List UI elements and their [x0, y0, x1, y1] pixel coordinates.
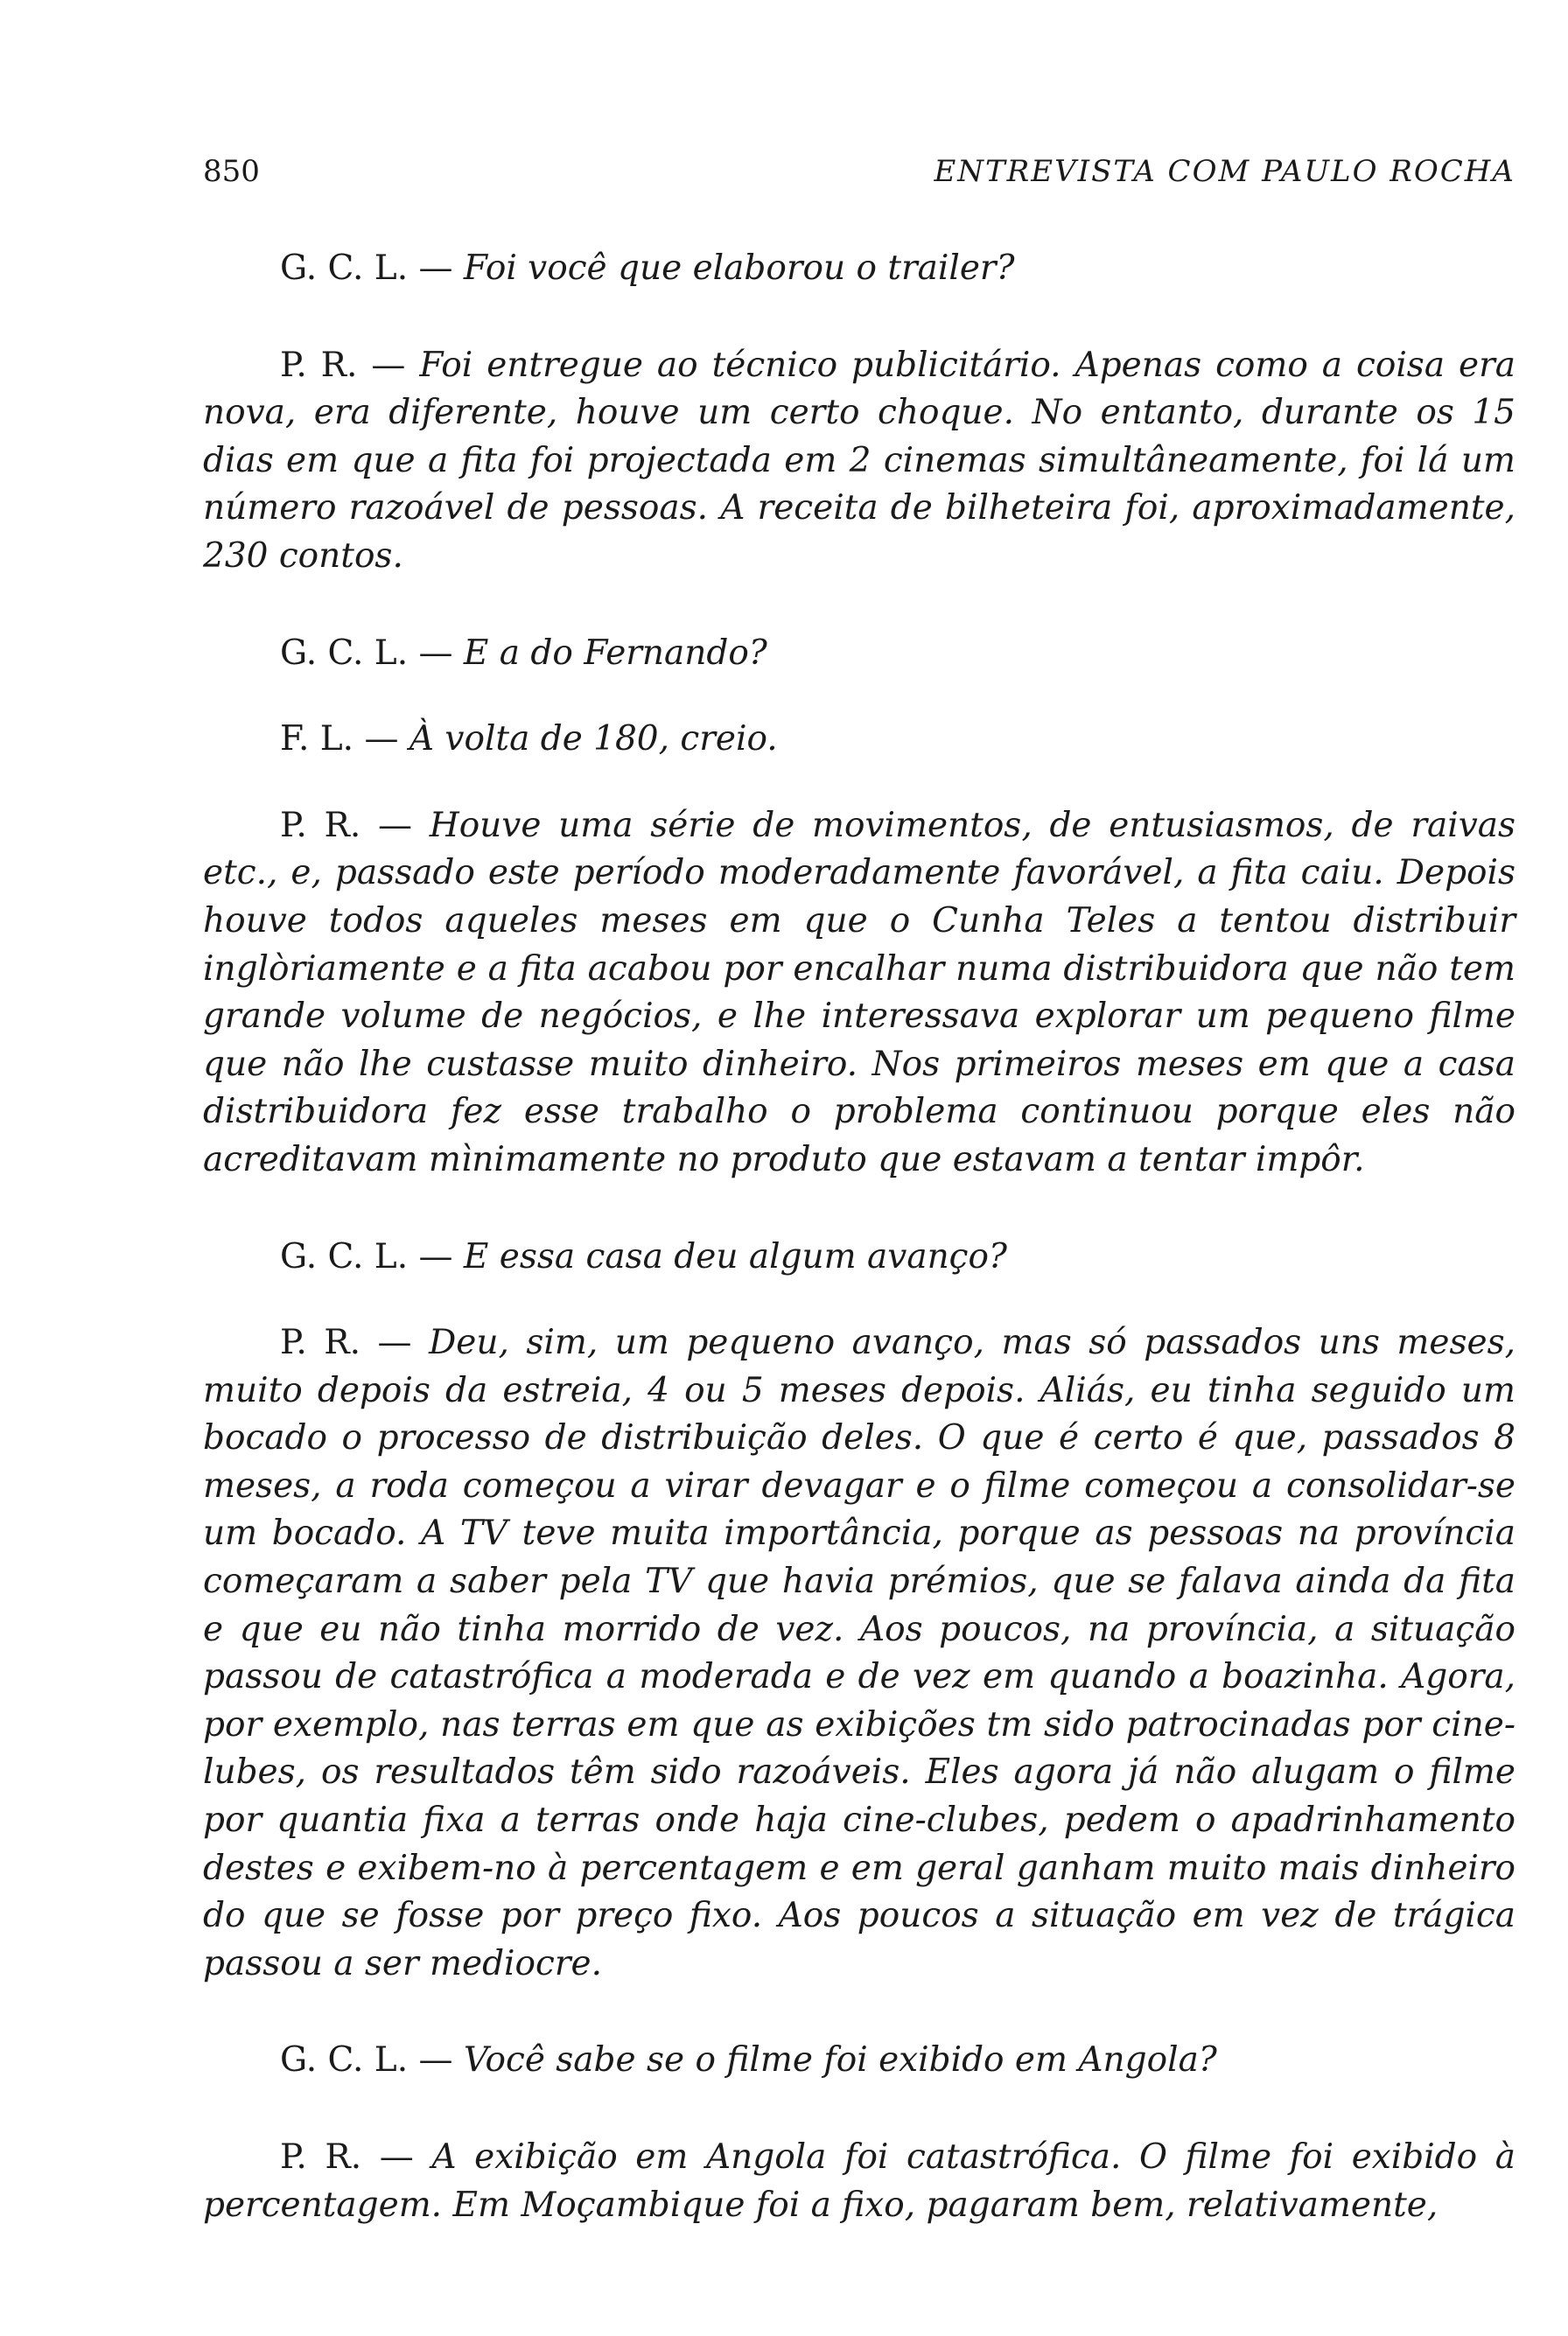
dash: —	[360, 805, 430, 845]
dash: —	[408, 1236, 464, 1276]
book-page	[203, 154, 1516, 2229]
speech-text: Você sabe se o filme foi exibido em Angola?	[463, 2040, 1217, 2081]
speech-text: Foi entregue ao técnico publicitário. Apenas como a coisa era nova, era diferente, houve um certo choque. No entanto, durante os 15 dias em que a fita foi projectada em 2 cinemas simultâneamente, foi lá um número razoável de pessoas. A receita de bilheteira foi, aproximadamente, 230 contos.	[203, 345, 1516, 576]
dialogue-entry	[203, 716, 1516, 764]
dialogue-entry	[203, 1234, 1516, 1282]
speaker-label: G. C. L.	[280, 633, 409, 673]
running-title: ENTREVISTA COM PAULO ROCHA	[934, 154, 1516, 189]
speaker-label: P. R.	[280, 345, 358, 385]
dash: —	[408, 2040, 464, 2081]
dialogue-entry	[203, 1319, 1516, 1988]
speaker-label: P. R.	[280, 805, 361, 845]
dash: —	[357, 345, 420, 385]
speech-text: Houve uma série de movimentos, de entusiasmos, de raivas etc., e, passado este período moderadamente favorável, a fita caiu. Depois houve todos aqueles meses em que o Cunha Teles a tentou distribuir inglòriamente e a fita acabou por encalhar numa distribuidora que não tem grande volume de negócios, e lhe interessava explorar um pequeno filme que não lhe custasse muito dinheiro. Nos primeiros meses em que a casa distribuidora fez esse trabalho o problema continuou porque eles não acreditavam mìnimamente no produto que estavam a tentar impôr.	[203, 805, 1516, 1179]
speaker-label: G. C. L.	[280, 2040, 409, 2081]
dash: —	[360, 1323, 429, 1363]
speech-text: Foi você que elaborou o trailer?	[463, 248, 1015, 288]
dialogue-entry	[203, 630, 1516, 678]
speech-text: E a do Fernando?	[463, 633, 767, 673]
dash: —	[408, 633, 464, 673]
dialogue-entry	[203, 2134, 1516, 2229]
speaker-label: F. L.	[280, 719, 354, 759]
page-number: 850	[203, 154, 260, 189]
speech-text: E essa casa deu algum avanço?	[463, 1236, 1007, 1276]
dialogue-entry	[203, 245, 1516, 293]
speech-text: À volta de 180, creio.	[409, 719, 778, 759]
dash: —	[361, 2137, 432, 2177]
speech-text: Deu, sim, um pequeno avanço, mas só passados uns meses, muito depois da estreia, 4 ou 5 meses depois. Aliás, eu tinha seguido um bocado o processo de distribuição deles. O que é certo é que, passados 8 meses, a roda começou a virar devagar e o filme começou a consolidar-se um bocado. A TV teve muita importância, porque as pessoas na província começaram a saber pela TV que havia prémios, que se falava ainda da fita e que eu não tinha morrido de vez. Aos poucos, na província, a situação passou de catastrófica a moderada e de vez em quando a boazinha. Agora, por exemplo, nas terras em que as exibições tm sido patrocinadas por cine-lubes, os resultados têm sido razoáveis. Eles agora já não alugam o filme por quantia fixa a terras onde haja cine-clubes, pedem o apadrinhamento destes e exibem-no à percentagem e em geral ganham muito mais dinheiro do que se fosse por preço fixo. Aos poucos a situação em vez de trágica passou a ser mediocre.	[203, 1323, 1516, 1983]
dash: —	[408, 248, 464, 288]
dialogue-entry	[203, 342, 1516, 581]
dash: —	[354, 719, 410, 759]
speaker-label: P. R.	[280, 2137, 362, 2177]
speaker-label: G. C. L.	[280, 248, 409, 288]
dialogue-entry	[203, 802, 1516, 1185]
dialogue-entry	[203, 2037, 1516, 2085]
speaker-label: G. C. L.	[280, 1236, 409, 1276]
running-head	[203, 154, 1516, 206]
speaker-label: P. R.	[280, 1323, 360, 1363]
speech-text: A exibição em Angola foi catastrófica. O filme foi exibido à percentagem. Em Moçambique foi a fixo, pagaram bem, relativamente,	[203, 2137, 1516, 2225]
